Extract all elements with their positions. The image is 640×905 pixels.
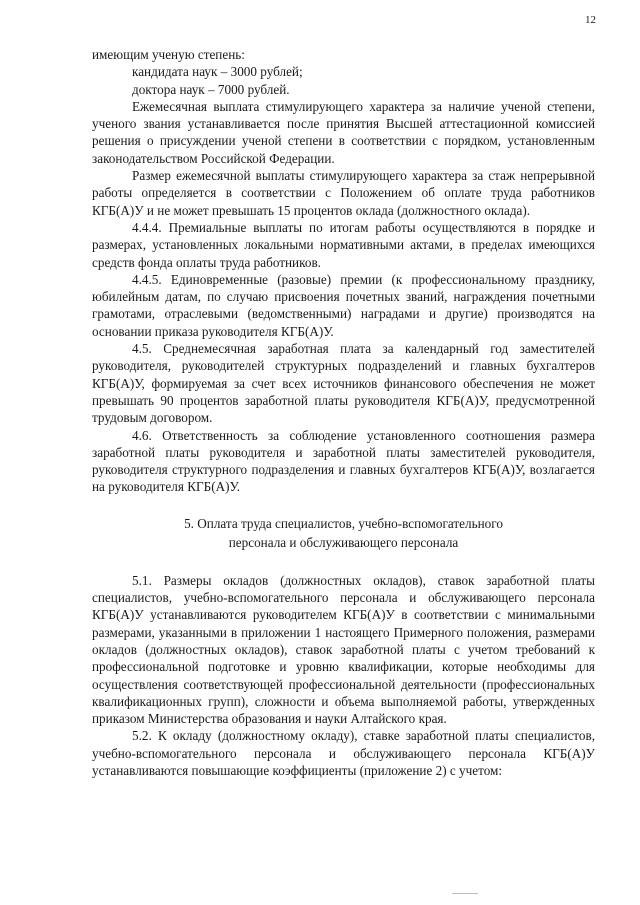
scan-mark xyxy=(452,893,478,894)
paragraph: 4.6. Ответственность за соблюдение установленного соотношения размера заработной платы руководителя и заработной платы заместителей руководителя, руководителя структурного подразделения и главных бухгалтеров КГБ(А)У, возлагается на руководителя КГБ(А)У. xyxy=(92,427,595,495)
paragraph: 4.5. Среднемесячная заработная плата за календарный год заместителей руководителя, руководителей структурных подразделений и главных бухгалтеров КГБ(А)У, формируемая за счет всех источников финансового обеспечения не может превышать 90 процентов заработной платы руководителя КГБ(А)У, предусмотренной трудовым договором. xyxy=(92,341,595,426)
document-body xyxy=(92,46,595,779)
section-heading-line: 5. Оплата труда специалистов, учебно-вспомогательного xyxy=(184,515,503,531)
section-heading xyxy=(92,514,595,552)
paragraph: Размер ежемесячной выплаты стимулирующего характера за стаж непрерывной работы определяется в соответствии с Положением об оплате труда работников КГБ(А)У и не может превышать 15 процентов оклада (должностного оклада). xyxy=(92,168,595,218)
paragraph: имеющим ученую степень: xyxy=(92,47,245,62)
paragraph: 5.1. Размеры окладов (должностных окладов), ставок заработной платы специалистов, учебно-вспомогательного персонала и обслуживающего персонала КГБ(А)У устанавливаются руководителем КГБ(А)У в соответствии с минимальными размерами, указанными в приложении 1 настоящего Примерного положения, размерами окладов (должностных окладов), ставок заработной платы с учетом требований к профессиональной подготовке и уровню квалификации, которые необходимы для осуществления соответствующей профессиональной деятельности (профессиональных квалификационных групп), сложности и объема выполняемой работы, утвержденных приказом Министерства образования и науки Алтайского края. xyxy=(92,572,595,727)
section-heading-line: персонала и обслуживающего персонала xyxy=(228,534,459,550)
list-item: доктора наук – 7000 рублей. xyxy=(132,81,290,97)
paragraph: Ежемесячная выплата стимулирующего характера за наличие ученой степени, ученого звания устанавливается после принятия Высшей аттестационной комиссией решения о присуждении ученой степени в соответствии с порядком, установленным законодательством Российской Федерации. xyxy=(92,98,595,166)
paragraph: 5.2. К окладу (должностному окладу), ставке заработной платы специалистов, учебно-вспомогательного персонала и обслуживающего персонала КГБ(А)У устанавливаются повышающие коэффициенты (приложение 2) с учетом: xyxy=(92,728,595,778)
list-item: кандидата наук – 3000 рублей; xyxy=(132,64,303,80)
paragraph: 4.4.5. Единовременные (разовые) премии (к профессиональному празднику, юбилейным датам, по случаю присвоения почетных званий, награждения почетными грамотами, отраслевыми (ведомственными) наградами и другие) производятся на основании приказа руководителя КГБ(А)У. xyxy=(92,271,595,339)
page-number: 12 xyxy=(585,14,596,26)
paragraph: 4.4.4. Премиальные выплаты по итогам работы осуществляются в порядке и размерах, установленных локальными нормативными актами, в пределах имеющихся средств фонда оплаты труда работников. xyxy=(92,219,595,270)
